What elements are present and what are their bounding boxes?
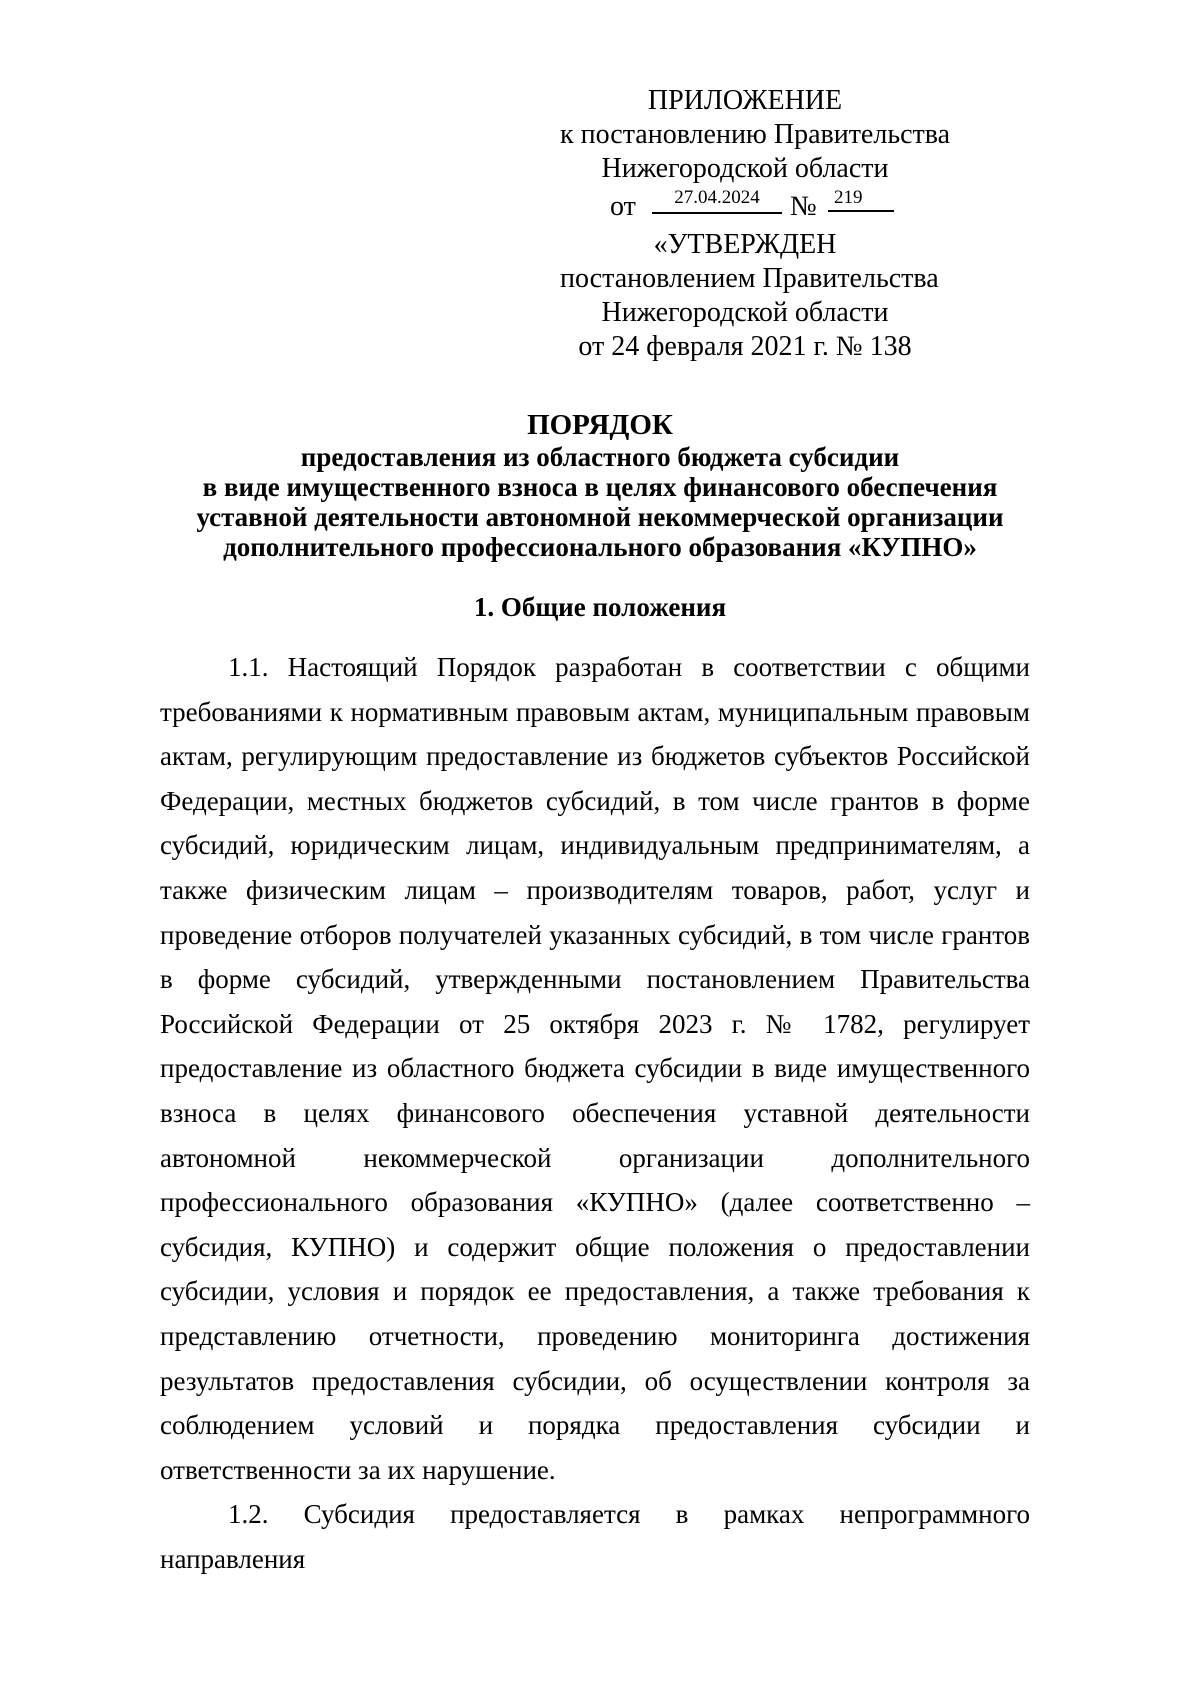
appendix-date-row <box>560 186 930 220</box>
approved-line-date: от 24 февраля 2021 г. № 138 <box>578 331 912 362</box>
appendix-header <box>560 84 951 222</box>
document-title <box>100 410 1100 562</box>
number-sign: № <box>790 191 817 222</box>
approved-title: «УТВЕРЖДЕН <box>653 229 837 260</box>
section-heading: 1. Общие положения <box>473 592 727 622</box>
number-field: 219 <box>828 186 894 212</box>
paragraph-1-1: 1.1. Настоящий Порядок разработан в соответствии с общими требованиями к нормативным правовым актам, муниципальным правовым актам, регулирующим предоставление из бюджетов субъектов Российской Федерации, местных бюджетов субсидий, в том числе грантов в форме субсидий, юридическим лицам, индивидуальным предпринимателям, а также физическим лицам – производителям товаров, работ, услуг и проведение отборов получателей указанных субсидий, в том числе грантов в форме субсидий, утвержденными постановлением Правительства Российской Федерации от 25 октября 2023 г. № 1782, регулирует предоставление из областного бюджета субсидии в виде имущественного взноса в целях финансового обеспечения уставной деятельности автономной некоммерческой организации дополнительного профессионального образования «КУПНО» (далее соответственно – субсидия, КУПНО) и содержит общие положения о предоставлении субсидии, условия и порядок ее предоставления, а также требования к представлению отчетности, проведению мониторинга достижения результатов предоставления субсидии, об осуществлении контроля за соблюдением условий и порядка предоставления субсидии и ответственности за их нарушение. <box>160 652 1030 1485</box>
appendix-line-region: Нижегородской области <box>601 153 889 184</box>
document-title-line-3: уставной деятельности автономной некоммерческой организации <box>196 502 1004 532</box>
appendix-title: ПРИЛОЖЕНИЕ <box>647 85 843 116</box>
section-body <box>160 645 1030 1581</box>
document-title-main: ПОРЯДОК <box>527 409 673 441</box>
date-field: 27.04.2024 <box>652 186 782 214</box>
approved-block <box>560 228 939 364</box>
document-title-line-2: в виде имущественного взноса в целях финансового обеспечения <box>202 472 998 502</box>
paragraph-1-2: 1.2. Субсидия предоставляется в рамках непрограммного направления <box>160 1499 1030 1574</box>
approved-line-resolution: постановлением Правительства <box>560 263 939 294</box>
document-title-line-1: предоставления из областного бюджета субсидии <box>300 442 900 472</box>
approved-line-region: Нижегородской области <box>601 297 889 328</box>
document-title-line-4: дополнительного профессионального образования «КУПНО» <box>223 532 977 562</box>
appendix-line-resolution: к постановлению Правительства <box>560 119 951 150</box>
date-prefix: от <box>610 191 636 222</box>
